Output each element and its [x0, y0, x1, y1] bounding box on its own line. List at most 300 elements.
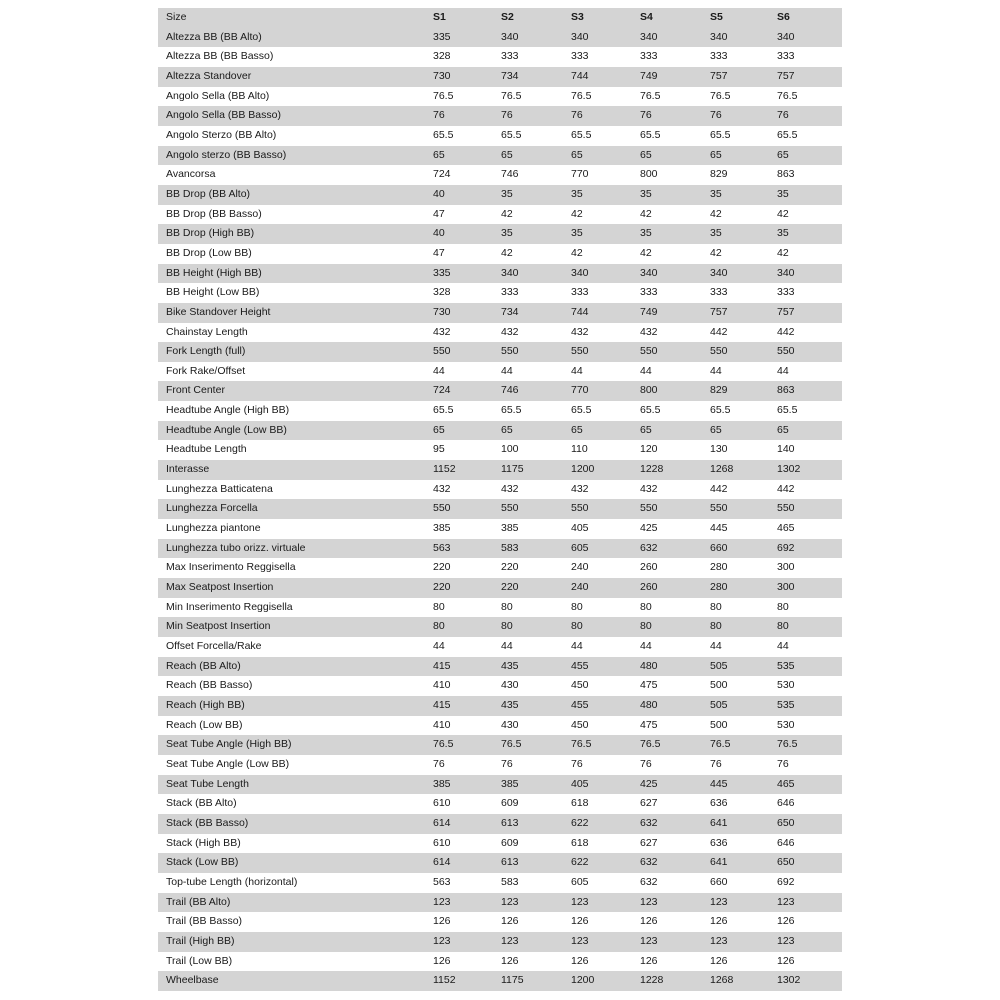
- measurement-value: 632: [640, 875, 658, 888]
- measurement-value: 340: [501, 264, 571, 284]
- table-row: [158, 87, 842, 107]
- measurement-label: Lunghezza Forcella: [158, 499, 433, 519]
- measurement-label: Bike Standover Height: [158, 303, 433, 323]
- measurement-value: 44: [501, 364, 513, 377]
- measurement-value: 333: [777, 286, 795, 299]
- measurement-value: 333: [501, 286, 519, 299]
- measurement-value: 126: [501, 915, 519, 928]
- measurement-value: 44: [777, 640, 789, 652]
- measurement-value: 76.5: [433, 735, 501, 755]
- measurement-value: 123: [640, 932, 710, 952]
- measurement-value: 65: [640, 146, 710, 166]
- measurement-value: 340: [710, 264, 777, 284]
- measurement-value: 744: [571, 67, 640, 87]
- measurement-value: 80: [501, 617, 571, 637]
- measurement-value: 800: [640, 168, 658, 181]
- measurement-value: 44: [640, 364, 652, 377]
- measurement-value: 65: [433, 421, 501, 441]
- measurement-value: 550: [777, 342, 842, 362]
- measurement-value: 500: [710, 679, 728, 692]
- measurement-value: 724: [433, 168, 451, 181]
- table-row: [158, 952, 842, 972]
- measurement-label: BB Drop (BB Alto): [158, 185, 433, 205]
- measurement-value: 442: [777, 482, 795, 495]
- measurement-label: Seat Tube Angle (Low BB): [166, 757, 290, 770]
- measurement-value: 627: [640, 836, 658, 849]
- measurement-value: 76: [777, 757, 789, 770]
- measurement-value: 280: [710, 561, 728, 574]
- measurement-value: 535: [777, 696, 842, 716]
- measurement-value: 618: [571, 836, 589, 849]
- measurement-value: 1152: [433, 971, 501, 991]
- measurement-value: 44: [710, 364, 722, 377]
- measurement-value: 44: [501, 640, 513, 652]
- measurement-value: 770: [571, 381, 640, 401]
- measurement-value: 123: [777, 893, 842, 913]
- measurement-value: 120: [640, 443, 658, 456]
- measurement-value: 734: [501, 67, 571, 87]
- table-row: [158, 499, 842, 519]
- table-row: [158, 28, 842, 48]
- measurement-value: 550: [710, 342, 777, 362]
- table-row: [158, 303, 842, 323]
- measurement-value: 1228: [640, 460, 710, 480]
- measurement-value: 563: [433, 539, 501, 559]
- measurement-label: Chainstay Length: [166, 325, 248, 338]
- measurement-value: 724: [433, 381, 501, 401]
- measurement-value: 550: [640, 499, 710, 519]
- measurement-value: 340: [571, 264, 640, 284]
- measurement-value: 126: [433, 954, 451, 967]
- measurement-value: 65.5: [571, 128, 592, 141]
- measurement-value: 550: [571, 499, 640, 519]
- measurement-value: 800: [640, 381, 710, 401]
- geometry-table: [158, 8, 842, 991]
- measurement-value: 622: [571, 853, 640, 873]
- measurement-label: Trail (BB Basso): [166, 915, 243, 928]
- measurement-value: 42: [777, 207, 789, 220]
- measurement-value: 126: [640, 915, 658, 928]
- measurement-label: Angolo sterzo (BB Basso): [158, 146, 433, 166]
- measurement-value: 609: [501, 797, 519, 810]
- table-row: [158, 205, 842, 225]
- measurement-value: 80: [433, 617, 501, 637]
- table-row: [158, 244, 842, 264]
- measurement-value: 405: [571, 775, 640, 795]
- measurement-value: 80: [571, 600, 583, 613]
- measurement-value: 613: [501, 853, 571, 873]
- measurement-value: 42: [571, 207, 583, 220]
- measurement-value: 80: [710, 600, 722, 613]
- measurement-value: 333: [710, 50, 728, 63]
- measurement-value: 563: [433, 875, 451, 888]
- measurement-label: Min Seatpost Insertion: [158, 617, 433, 637]
- measurement-value: 1175: [501, 971, 571, 991]
- measurement-value: 744: [571, 303, 640, 323]
- measurement-value: 42: [777, 246, 789, 259]
- measurement-label: Altezza BB (BB Basso): [166, 50, 274, 63]
- measurement-value: 692: [777, 539, 842, 559]
- measurement-value: 333: [571, 50, 589, 63]
- measurement-value: 240: [571, 578, 640, 598]
- measurement-value: 632: [640, 814, 710, 834]
- table-row: [158, 519, 842, 539]
- measurement-value: 65.5: [640, 404, 661, 417]
- measurement-label: Max Seatpost Insertion: [158, 578, 433, 598]
- measurement-value: 35: [640, 224, 710, 244]
- size-column-header: S3: [571, 8, 640, 28]
- measurement-value: 605: [571, 539, 640, 559]
- measurement-value: 65.5: [433, 404, 454, 417]
- measurement-value: 65: [501, 421, 571, 441]
- measurement-value: 126: [710, 915, 728, 928]
- measurement-value: 432: [640, 325, 658, 338]
- table-row: [158, 106, 842, 126]
- measurement-value: 123: [710, 932, 777, 952]
- measurement-value: 829: [710, 381, 777, 401]
- table-row: [158, 558, 842, 578]
- measurement-value: 76.5: [571, 89, 592, 102]
- measurement-label: Angolo Sella (BB Basso): [158, 106, 433, 126]
- measurement-value: 47: [433, 207, 445, 220]
- measurement-value: 583: [501, 539, 571, 559]
- measurement-value: 613: [501, 814, 571, 834]
- measurement-value: 123: [640, 893, 710, 913]
- measurement-label: BB Drop (High BB): [158, 224, 433, 244]
- table-row: [158, 165, 842, 185]
- measurement-value: 430: [501, 679, 519, 692]
- table-row: [158, 421, 842, 441]
- measurement-value: 614: [433, 853, 501, 873]
- measurement-value: 123: [571, 932, 640, 952]
- measurement-value: 505: [710, 696, 777, 716]
- measurement-label: Altezza Standover: [158, 67, 433, 87]
- measurement-value: 1268: [710, 971, 777, 991]
- measurement-label: Reach (BB Alto): [158, 657, 433, 677]
- table-row: [158, 342, 842, 362]
- table-row: [158, 224, 842, 244]
- measurement-value: 44: [571, 640, 583, 652]
- measurement-value: 340: [777, 28, 842, 48]
- measurement-label: Reach (High BB): [158, 696, 433, 716]
- size-header-cell: Size: [158, 8, 433, 28]
- measurement-value: 65: [777, 146, 842, 166]
- table-row: [158, 853, 842, 873]
- measurement-value: 220: [433, 578, 501, 598]
- measurement-value: 76: [710, 106, 777, 126]
- measurement-value: 1302: [777, 971, 842, 991]
- measurement-value: 863: [777, 168, 795, 181]
- measurement-label: Lunghezza piantone: [166, 522, 261, 535]
- measurement-value: 550: [433, 342, 501, 362]
- measurement-value: 44: [777, 364, 789, 377]
- measurement-label: BB Height (Low BB): [166, 286, 260, 299]
- measurement-value: 465: [777, 775, 842, 795]
- measurement-value: 340: [571, 28, 640, 48]
- measurement-value: 40: [433, 224, 501, 244]
- measurement-value: 450: [571, 718, 589, 731]
- measurement-value: 110: [571, 443, 588, 456]
- measurement-value: 35: [571, 224, 640, 244]
- measurement-value: 730: [433, 67, 501, 87]
- measurement-label: BB Drop (BB Basso): [166, 207, 262, 220]
- measurement-value: 76: [433, 757, 445, 770]
- measurement-label: Min Inserimento Reggisella: [166, 600, 293, 613]
- measurement-value: 76.5: [501, 735, 571, 755]
- measurement-value: 220: [501, 561, 519, 574]
- measurement-label: Stack (Low BB): [158, 853, 433, 873]
- measurement-label: Fork Rake/Offset: [166, 364, 246, 377]
- measurement-label: Lunghezza tubo orizz. virtuale: [158, 539, 433, 559]
- measurement-value: 76.5: [433, 89, 454, 102]
- measurement-label: Angolo Sella (BB Alto): [166, 89, 270, 102]
- measurement-value: 480: [640, 696, 710, 716]
- measurement-value: 76.5: [710, 735, 777, 755]
- measurement-value: 65: [710, 421, 777, 441]
- measurement-value: 1228: [640, 971, 710, 991]
- measurement-value: 641: [710, 814, 777, 834]
- measurement-label: Reach (Low BB): [166, 718, 243, 731]
- measurement-value: 340: [777, 264, 842, 284]
- measurement-value: 220: [433, 561, 451, 574]
- size-column-header: S6: [777, 8, 842, 28]
- measurement-value: 646: [777, 836, 795, 849]
- table-row: [158, 814, 842, 834]
- measurement-value: 583: [501, 875, 519, 888]
- measurement-value: 432: [433, 482, 451, 495]
- measurement-value: 95: [433, 443, 445, 456]
- measurement-value: 746: [501, 168, 519, 181]
- measurement-value: 415: [433, 696, 501, 716]
- measurement-value: 76: [710, 757, 722, 770]
- measurement-value: 636: [710, 797, 728, 810]
- measurement-value: 385: [501, 775, 571, 795]
- measurement-value: 76.5: [777, 735, 842, 755]
- measurement-value: 430: [501, 718, 519, 731]
- measurement-value: 432: [571, 482, 589, 495]
- measurement-value: 76: [501, 106, 571, 126]
- measurement-value: 76: [640, 757, 652, 770]
- measurement-value: 757: [777, 303, 842, 323]
- measurement-value: 660: [710, 539, 777, 559]
- measurement-value: 76: [571, 757, 583, 770]
- measurement-value: 450: [571, 679, 589, 692]
- measurement-value: 35: [501, 185, 571, 205]
- measurement-value: 76.5: [640, 735, 710, 755]
- measurement-label: Reach (BB Basso): [166, 679, 253, 692]
- measurement-value: 445: [710, 522, 728, 535]
- measurement-value: 123: [571, 893, 640, 913]
- measurement-value: 435: [501, 696, 571, 716]
- measurement-value: 505: [710, 657, 777, 677]
- table-row: [158, 146, 842, 166]
- measurement-label: Stack (High BB): [166, 836, 241, 849]
- table-row: [158, 912, 842, 932]
- measurement-value: 641: [710, 853, 777, 873]
- size-column-header: S5: [710, 8, 777, 28]
- measurement-value: 260: [640, 578, 710, 598]
- measurement-value: 123: [501, 932, 571, 952]
- measurement-value: 636: [710, 836, 728, 849]
- measurement-label: Trail (BB Alto): [158, 893, 433, 913]
- measurement-value: 80: [501, 600, 513, 613]
- measurement-value: 749: [640, 67, 710, 87]
- table-row: [158, 323, 842, 343]
- size-column-header: S2: [501, 8, 571, 28]
- measurement-value: 76: [433, 106, 501, 126]
- measurement-value: 80: [777, 600, 789, 613]
- measurement-label: Interasse: [158, 460, 433, 480]
- measurement-value: 650: [777, 814, 842, 834]
- measurement-value: 65: [777, 421, 842, 441]
- measurement-label: Trail (Low BB): [166, 954, 233, 967]
- measurement-value: 1175: [501, 460, 571, 480]
- measurement-value: 757: [777, 67, 842, 87]
- measurement-value: 140: [777, 443, 795, 456]
- table-row: [158, 932, 842, 952]
- measurement-value: 475: [640, 679, 658, 692]
- measurement-value: 35: [501, 224, 571, 244]
- measurement-value: 80: [640, 600, 652, 613]
- table-row: [158, 578, 842, 598]
- table-row: [158, 440, 842, 460]
- measurement-value: 76.5: [571, 735, 640, 755]
- table-row: [158, 480, 842, 500]
- measurement-value: 480: [640, 657, 710, 677]
- table-row: [158, 637, 842, 657]
- measurement-value: 126: [777, 954, 795, 967]
- table-row: [158, 755, 842, 775]
- measurement-value: 410: [433, 679, 451, 692]
- measurement-value: 614: [433, 814, 501, 834]
- measurement-value: 80: [777, 617, 842, 637]
- measurement-value: 300: [777, 578, 842, 598]
- measurement-value: 80: [433, 600, 445, 613]
- table-row: [158, 696, 842, 716]
- measurement-value: 410: [433, 718, 451, 731]
- table-row: [158, 460, 842, 480]
- measurement-value: 35: [571, 185, 640, 205]
- measurement-value: 44: [710, 640, 722, 652]
- measurement-value: 415: [433, 657, 501, 677]
- table-row: [158, 971, 842, 991]
- measurement-value: 770: [571, 168, 589, 181]
- measurement-value: 126: [571, 915, 589, 928]
- measurement-value: 1302: [777, 460, 842, 480]
- measurement-value: 35: [640, 185, 710, 205]
- measurement-value: 65.5: [640, 128, 661, 141]
- table-row: [158, 657, 842, 677]
- measurement-value: 42: [571, 246, 583, 259]
- table-row: [158, 539, 842, 559]
- measurement-value: 660: [710, 875, 728, 888]
- measurement-value: 1152: [433, 460, 501, 480]
- measurement-value: 340: [501, 28, 571, 48]
- measurement-label: Headtube Length: [166, 443, 247, 456]
- measurement-value: 100: [501, 443, 519, 456]
- measurement-value: 44: [571, 364, 583, 377]
- measurement-value: 435: [501, 657, 571, 677]
- measurement-value: 333: [571, 286, 589, 299]
- measurement-value: 335: [433, 264, 501, 284]
- measurement-value: 749: [640, 303, 710, 323]
- table-row: [158, 401, 842, 421]
- measurement-value: 42: [710, 246, 722, 259]
- table-row: [158, 873, 842, 893]
- table-row: [158, 264, 842, 284]
- measurement-label: Stack (BB Basso): [158, 814, 433, 834]
- table-row: [158, 893, 842, 913]
- measurement-label: Max Inserimento Reggisella: [166, 561, 296, 574]
- measurement-value: 550: [777, 499, 842, 519]
- measurement-label: Headtube Angle (Low BB): [158, 421, 433, 441]
- measurement-value: 65: [710, 146, 777, 166]
- measurement-label: Seat Tube Angle (High BB): [158, 735, 433, 755]
- measurement-value: 42: [640, 207, 652, 220]
- measurement-value: 126: [777, 915, 795, 928]
- measurement-value: 627: [640, 797, 658, 810]
- measurement-value: 550: [501, 342, 571, 362]
- measurement-label: Fork Length (full): [158, 342, 433, 362]
- measurement-value: 333: [501, 50, 519, 63]
- measurement-value: 535: [777, 657, 842, 677]
- measurement-value: 76.5: [710, 89, 731, 102]
- measurement-value: 42: [501, 246, 513, 259]
- measurement-value: 65.5: [571, 404, 592, 417]
- measurement-value: 126: [640, 954, 658, 967]
- measurement-value: 442: [710, 325, 728, 338]
- measurement-value: 333: [640, 286, 658, 299]
- measurement-value: 80: [640, 617, 710, 637]
- table-row: [158, 67, 842, 87]
- measurement-value: 610: [433, 836, 451, 849]
- measurement-value: 65: [571, 421, 640, 441]
- measurement-value: 530: [777, 718, 795, 731]
- measurement-value: 80: [710, 617, 777, 637]
- measurement-value: 35: [710, 185, 777, 205]
- measurement-value: 340: [710, 28, 777, 48]
- measurement-value: 432: [571, 325, 589, 338]
- measurement-value: 65.5: [501, 128, 522, 141]
- table-row: [158, 735, 842, 755]
- measurement-value: 692: [777, 875, 795, 888]
- measurement-value: 385: [501, 522, 519, 535]
- measurement-value: 126: [710, 954, 728, 967]
- measurement-value: 340: [640, 264, 710, 284]
- measurement-value: 550: [571, 342, 640, 362]
- measurement-value: 80: [571, 617, 640, 637]
- table-row: [158, 617, 842, 637]
- measurement-value: 65.5: [777, 128, 798, 141]
- table-row: [158, 283, 842, 303]
- measurement-value: 65: [640, 421, 710, 441]
- measurement-value: 609: [501, 836, 519, 849]
- measurement-value: 465: [777, 522, 795, 535]
- measurement-value: 123: [433, 893, 501, 913]
- measurement-value: 76: [777, 106, 842, 126]
- measurement-value: 126: [433, 915, 451, 928]
- measurement-value: 340: [640, 28, 710, 48]
- measurement-value: 425: [640, 775, 710, 795]
- measurement-value: 260: [640, 561, 658, 574]
- measurement-value: 333: [640, 50, 658, 63]
- measurement-value: 432: [640, 482, 658, 495]
- measurement-value: 455: [571, 696, 640, 716]
- measurement-value: 76.5: [501, 89, 522, 102]
- table-row: [158, 775, 842, 795]
- measurement-value: 65.5: [501, 404, 522, 417]
- measurement-value: 550: [501, 499, 571, 519]
